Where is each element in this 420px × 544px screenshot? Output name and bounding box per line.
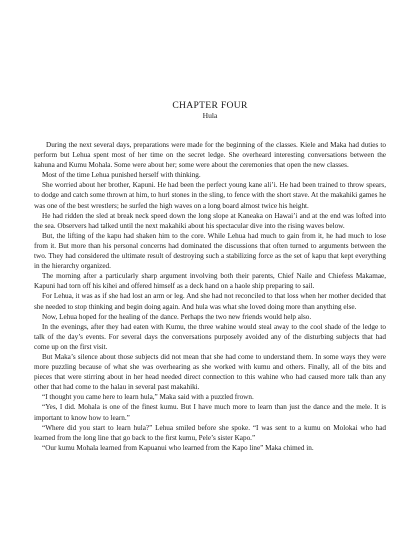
paragraph: But, the lifting of the kapu had shaken him to the core. While Lehua had much to gain from it, he had much to lose from it. But more than his personal concerns had dominated the discussions that often turned to arguments between the two. They had considered the ultimate result of destroying such a stabilizing force as the set of kapu that kept everything in the hierarchy organized. [34,231,386,271]
paragraph: “Yes, I did. Mohala is one of the finest kumu. But I have much more to learn than just the dance and the mele. It is important to know how to learn.” [34,403,386,422]
paragraph: The morning after a particularly sharp argument involving both their parents, Chief Naile and Chiefess Makamae, Kapuni had torn off his kihei and offered himself as a deck hand on a haole ship preparing to sail. [34,272,386,291]
chapter-title: CHAPTER FOUR [172,100,248,111]
paragraph: During the next several days, preparations were made for the beginning of the classes. Kiele and Maka had duties to perform but Lehua spent most of her time on the secret ledge. She overheard interesting conversations between the kahuna and Kumu Mohala. Some were about her; some were about the ceremonies that open the new classes. [34,141,386,170]
paragraph: “I thought you came here to learn hula,” Maka said with a puzzled frown. [42,393,254,402]
chapter-heading [0,100,420,121]
paragraph: “Where did you start to learn hula?” Lehua smiled before she spoke. “I was sent to a kumu on Molokai who had learned from the long line that go back to the first kumu, Pele’s sister Kapo.” [34,423,386,442]
chapter-body [34,140,386,453]
paragraph: She worried about her brother, Kapuni. He had been the perfect young kane ali’i. He had been trained to throw spears, to dodge and catch some thrown at him, to hurl stones in the sling, to fence with the short stave. At the makahiki games he was one of the best wrestlers; he surfed the high waves on a long board almost twice his height. [34,181,386,210]
chapter-subtitle: Hula [202,111,218,120]
paragraph: Most of the time Lehua punished herself with thinking. [42,171,201,180]
paragraph: For Lehua, it was as if she had lost an arm or leg. And she had not reconciled to that loss when her mother decided that she needed to stop thinking and begin doing again. And hula was what she loved doing more than anything else. [34,292,386,311]
paragraph: But Maka’s silence about those subjects did not mean that she had come to understand them. In some ways they were more puzzling because of what she was overhearing as she worked with kumu and others. Finally, all of the bits and pieces that were stirring about in her head needed direct connection to this wahine who had caused more talk than any other that had come to the halau in several past makahiki. [34,352,386,392]
paragraph: Now, Lehua hoped for the healing of the dance. Perhaps the two new friends would help also. [42,312,312,321]
paragraph: He had ridden the sled at break neck speed down the long slope at Kaneaka on Hawai’i and at the end was lofted into the sea. Observers had talked until the next makahiki about his spectacular dive into the rising waves below. [34,211,386,230]
paragraph: “Our kumu Mohala learned from Kapuanui who learned from the Kapo line” Maka chimed in. [42,443,314,452]
paragraph: In the evenings, after they had eaten with Kumu, the three wahine would steal away to the cool shade of the ledge to talk of the day’s events. For several days the conversations purposely avoided any of the disturbing subjects that had come up on the first visit. [34,322,386,351]
